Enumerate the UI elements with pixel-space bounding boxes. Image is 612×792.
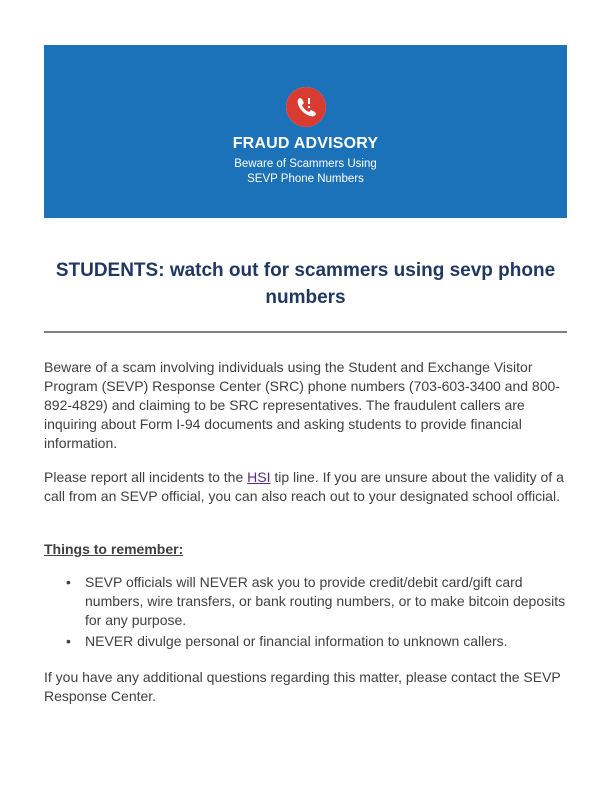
scam-description-paragraph: Beware of a scam involving individuals using the Student and Exchange Visitor Program (SEVP) Response Center (SRC) phone numbers (703-603-3400 and 800-892-4829) and claiming to be SRC representatives. The fraudulent callers are inquiring about Form I-94 documents and asking students to provide financial information.	[44, 359, 560, 451]
banner-title: FRAUD ADVISORY	[232, 135, 379, 152]
banner-subtitle-line2: SEVP Phone Numbers	[247, 173, 364, 185]
report-paragraph	[44, 468, 567, 506]
list-item	[44, 573, 567, 630]
bullet-icon: •	[66, 574, 71, 590]
banner-subtitle-line1: Beware of Scammers Using	[234, 158, 377, 170]
closing-paragraph: If you have any additional questions regarding this matter, please contact the SEVP Response Center.	[44, 669, 561, 704]
report-text-before: Please report all incidents to the	[44, 469, 248, 485]
phone-alert-icon	[286, 87, 326, 127]
list-item	[44, 632, 567, 651]
fraud-advisory-banner	[44, 45, 567, 218]
list-item-text: NEVER divulge personal or financial information to unknown callers.	[85, 633, 508, 649]
report-text-after: tip line. If you are unsure about the validity of a call from an SEVP official, you can also reach out to your designated school official.	[44, 469, 564, 504]
things-to-remember-heading	[44, 540, 567, 559]
bullet-icon: •	[66, 633, 71, 649]
page-headline: STUDENTS: watch out for scammers using sevp phone numbers	[55, 260, 556, 308]
banner-subtitle	[44, 157, 567, 187]
reminder-list	[44, 573, 567, 653]
divider-rule	[44, 331, 567, 333]
things-heading-text: Things to remember:	[44, 541, 184, 557]
list-item-text: SEVP officials will NEVER ask you to provide credit/debit card/gift card numbers, wire transfers, or bank routing numbers, or to make bitcoin deposits for any purpose.	[85, 574, 566, 628]
hsi-link[interactable]: HSI	[247, 469, 271, 485]
